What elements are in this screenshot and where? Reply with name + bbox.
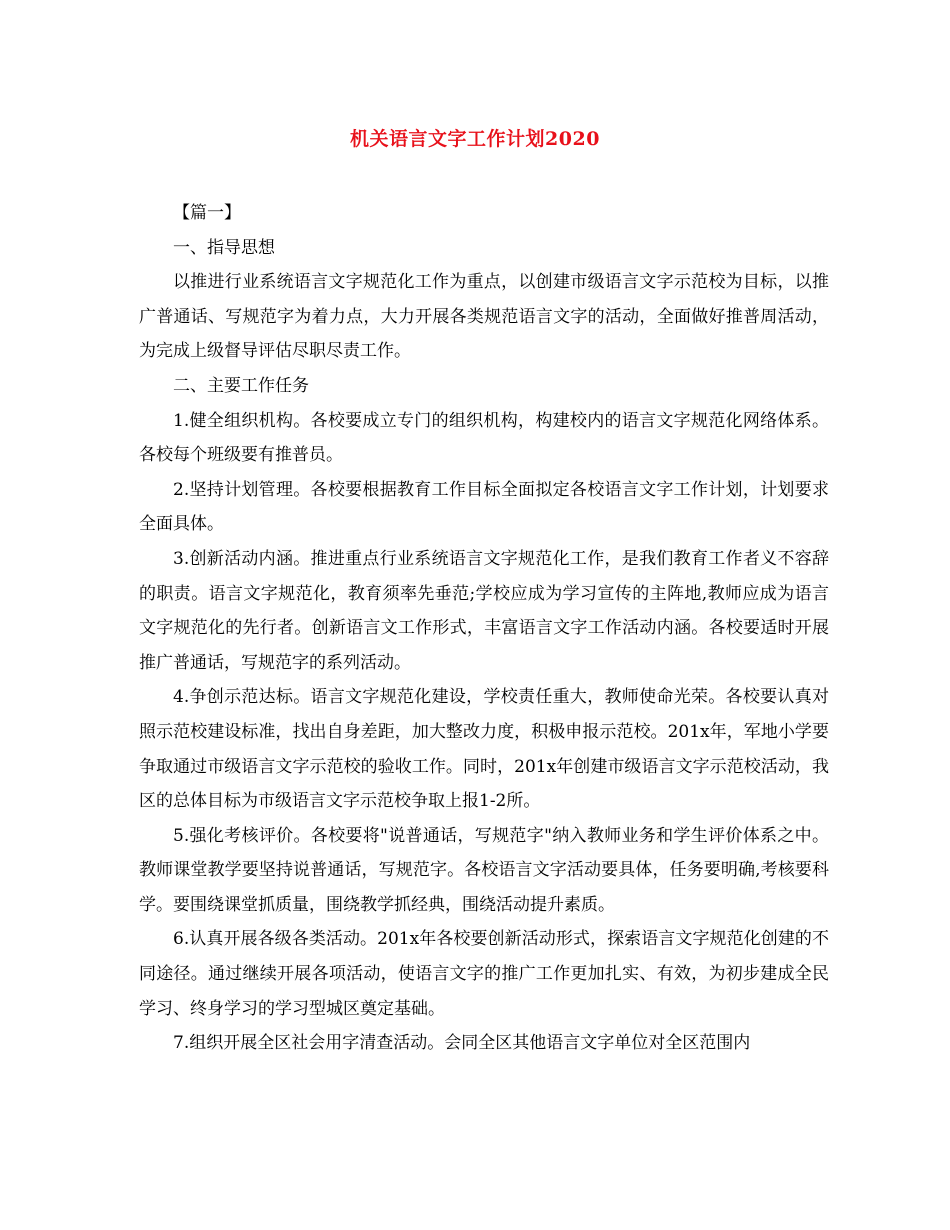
section-heading: 二、主要工作任务: [173, 375, 309, 396]
paragraph: 6.认真开展各级各类活动。201x年各校要创新活动形式，探索语言文字规范化创建的不同途径。通过继续开展各项活动，使语言文字的推广工作更加扎实、有效，为初步建成全民学习、终身学习的学习型城区奠定基础。: [139, 929, 829, 1019]
document-body: [139, 196, 829, 1061]
paragraph: 1.健全组织机构。各校要成立专门的组织机构，构建校内的语言文字规范化网络体系。各校每个班级要有推普员。: [139, 410, 829, 466]
paragraph: 以推进行业系统语言文字规范化工作为重点，以创建市级语言文字示范校为目标，以推广普通话、写规范字为着力点，大力开展各类规范语言文字的活动，全面做好推普周活动，为完成上级督导评估尽职尽责工作。: [139, 272, 829, 362]
paragraph: 3.创新活动内涵。推进重点行业系统语言文字规范化工作，是我们教育工作者义不容辞的职责。语言文字规范化，教育须率先垂范;学校应成为学习宣传的主阵地,教师应成为语言文字规范化的先行者。创新语言文工作形式，丰富语言文字工作活动内涵。各校要适时开展推广普通话，写规范字的系列活动。: [139, 548, 829, 673]
paragraph: 5.强化考核评价。各校要将"说普通话，写规范字"纳入教师业务和学生评价体系之中。教师课堂教学要坚持说普通话，写规范字。各校语言文字活动要具体，任务要明确,考核要科学。要围绕课堂抓质量，围绕教学抓经典，围绕活动提升素质。: [139, 825, 829, 915]
paragraph: 2.坚持计划管理。各校要根据教育工作目标全面拟定各校语言文字工作计划，计划要求全面具体。: [139, 479, 829, 535]
section-heading: 一、指导思想: [173, 237, 275, 258]
paragraph: 4.争创示范达标。语言文字规范化建设，学校责任重大，教师使命光荣。各校要认真对照示范校建设标准，找出自身差距，加大整改力度，积极申报示范校。201x年，军地小学要争取通过市级语言文字示范校的验收工作。同时，201x年创建市级语言文字示范校活动，我区的总体目标为市级语言文字示范校争取上报1-2所。: [139, 687, 829, 812]
paragraph: 7.组织开展全区社会用字清查活动。会同全区其他语言文字单位对全区范围内: [173, 1033, 751, 1054]
section-heading: 【篇一】: [173, 203, 241, 223]
document-title: 机关语言文字工作计划2020: [350, 128, 600, 150]
